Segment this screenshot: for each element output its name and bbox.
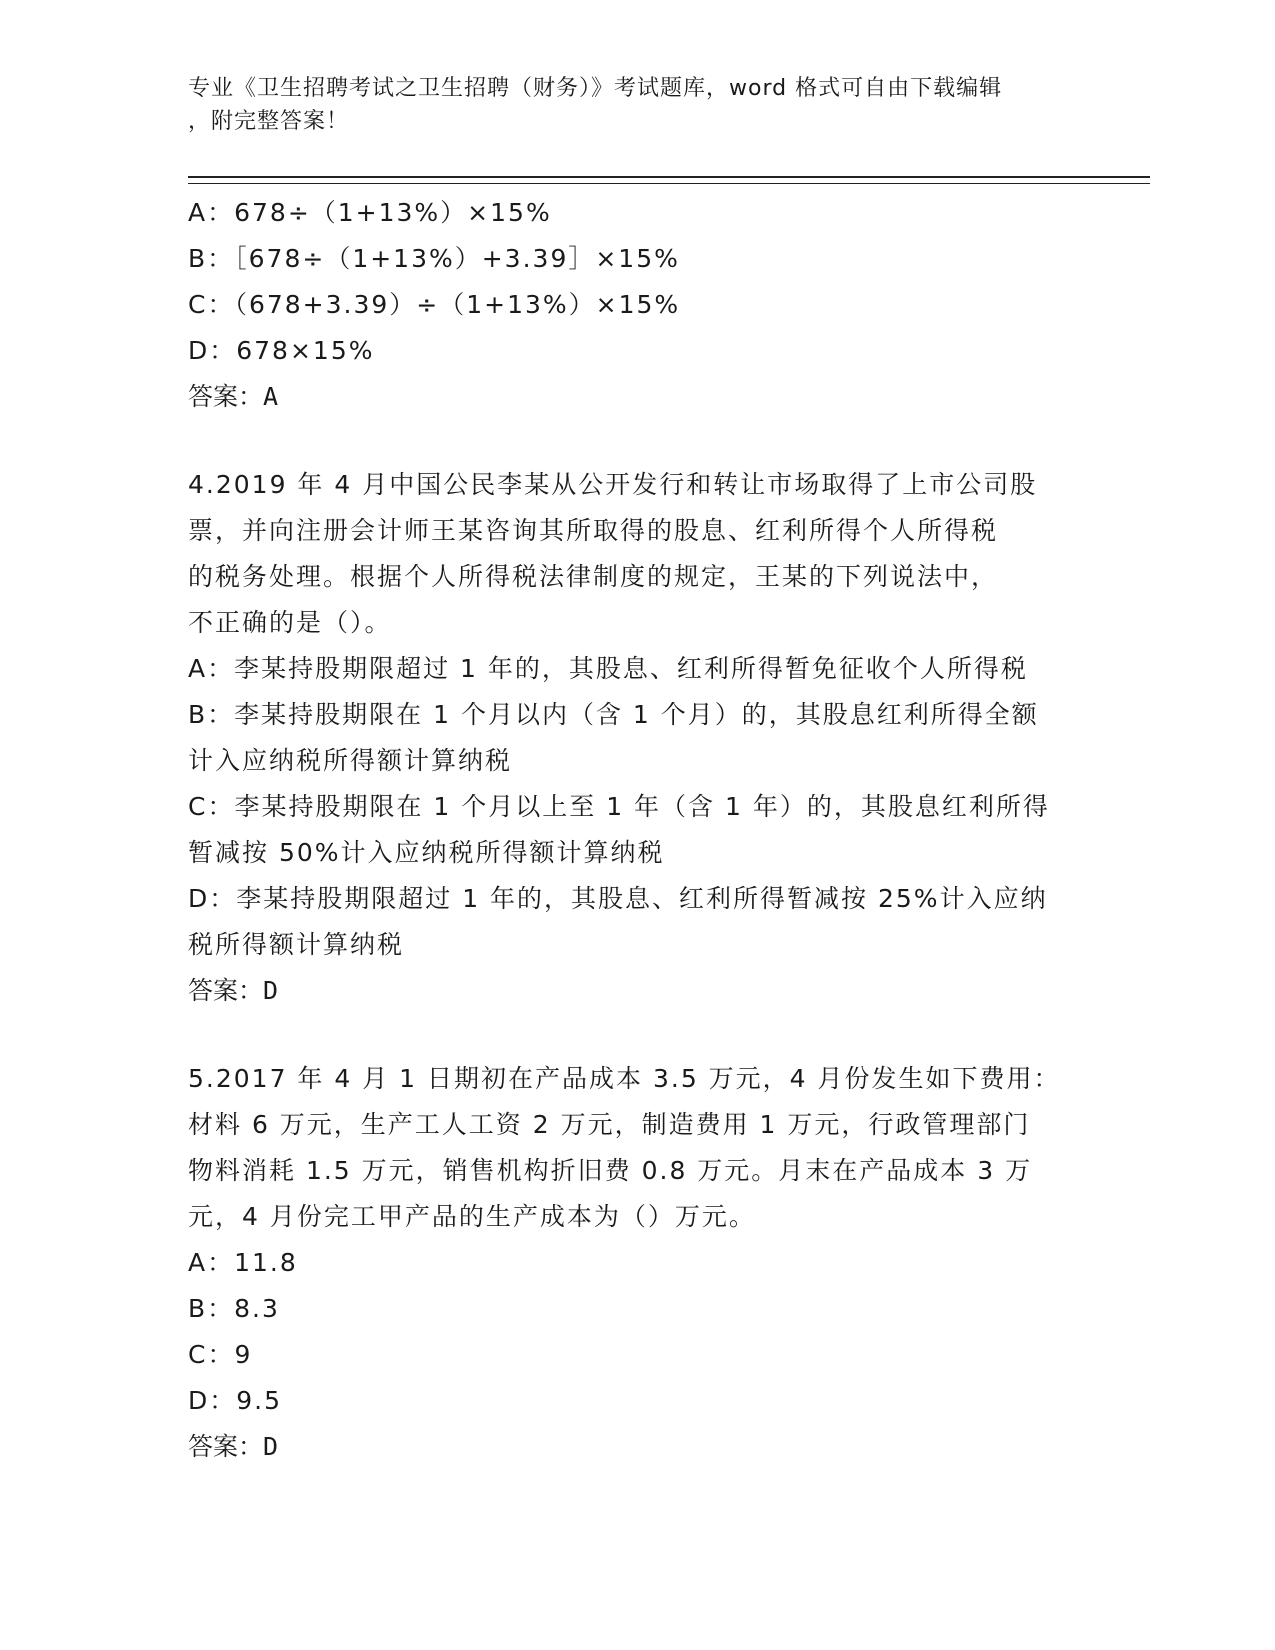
q3-option-d: D：678×15% [188, 336, 375, 365]
document-header [188, 72, 1068, 138]
q5-stem-line: 材料 6 万元，生产工人工资 2 万元，制造费用 1 万元，行政管理部门 [188, 1110, 1031, 1139]
q5-stem-line: 元，4 月份完工甲产品的生产成本为（）万元。 [188, 1202, 756, 1231]
header-rule-thick [188, 176, 1150, 178]
header-line-2: ，附完整答案！ [188, 109, 350, 134]
header-rule-thin [188, 183, 1150, 184]
q5-option-c: C：9 [188, 1340, 253, 1369]
spacer [188, 420, 1078, 462]
q5-stem-line: 物料消耗 1.5 万元，销售机构折旧费 0.8 万元。月末在产品成本 3 万 [188, 1156, 1033, 1185]
q3-option-c: C：（678+3.39）÷（1+13%）×15% [188, 290, 681, 319]
q3-option-b: B：［678÷（1+13%）+3.39］×15% [188, 244, 680, 273]
header-line-1: 专业《卫生招聘考试之卫生招聘（财务）》考试题库，word 格式可自由下载编辑 [188, 76, 1003, 101]
q3-answer: 答案：A [188, 382, 279, 411]
question-4 [188, 462, 1078, 1014]
q4-stem-line: 4.2019 年 4 月中国公民李某从公开发行和转让市场取得了上市公司股 [188, 470, 1038, 499]
document-body [188, 190, 1078, 1470]
q4-stem-line: 票，并向注册会计师王某咨询其所取得的股息、红利所得个人所得税 [188, 516, 999, 545]
q5-option-a: A：11.8 [188, 1248, 298, 1277]
q4-option-b: B：李某持股期限在 1 个月以内（含 1 个月）的，其股息红利所得全额 [188, 700, 1039, 729]
spacer [188, 1014, 1078, 1056]
q4-option-d: D：李某持股期限超过 1 年的，其股息、红利所得暂减按 25%计入应纳 [188, 884, 1048, 913]
q4-answer: 答案：D [188, 976, 279, 1005]
q5-option-b: B：8.3 [188, 1294, 280, 1323]
q4-stem-line: 不正确的是（）。 [188, 608, 392, 637]
q5-stem-line: 5.2017 年 4 月 1 日期初在产品成本 3.5 万元，4 月份发生如下费用： [188, 1064, 1061, 1093]
q3-option-a: A：678÷（1+13%）×15% [188, 198, 552, 227]
q4-option-b-cont: 计入应纳税所得额计算纳税 [188, 746, 513, 775]
q4-option-c: C：李某持股期限在 1 个月以上至 1 年（含 1 年）的，其股息红利所得 [188, 792, 1050, 821]
q5-option-d: D：9.5 [188, 1386, 283, 1415]
q5-answer: 答案：D [188, 1432, 279, 1461]
question-3-tail [188, 190, 1078, 420]
question-5 [188, 1056, 1078, 1470]
q4-option-d-cont: 税所得额计算纳税 [188, 930, 405, 959]
q4-option-a: A：李某持股期限超过 1 年的，其股息、红利所得暂免征收个人所得税 [188, 654, 1028, 683]
q4-stem-line: 的税务处理。根据个人所得税法律制度的规定，王某的下列说法中， [188, 562, 999, 591]
q4-option-c-cont: 暂减按 50%计入应纳税所得额计算纳税 [188, 838, 665, 867]
